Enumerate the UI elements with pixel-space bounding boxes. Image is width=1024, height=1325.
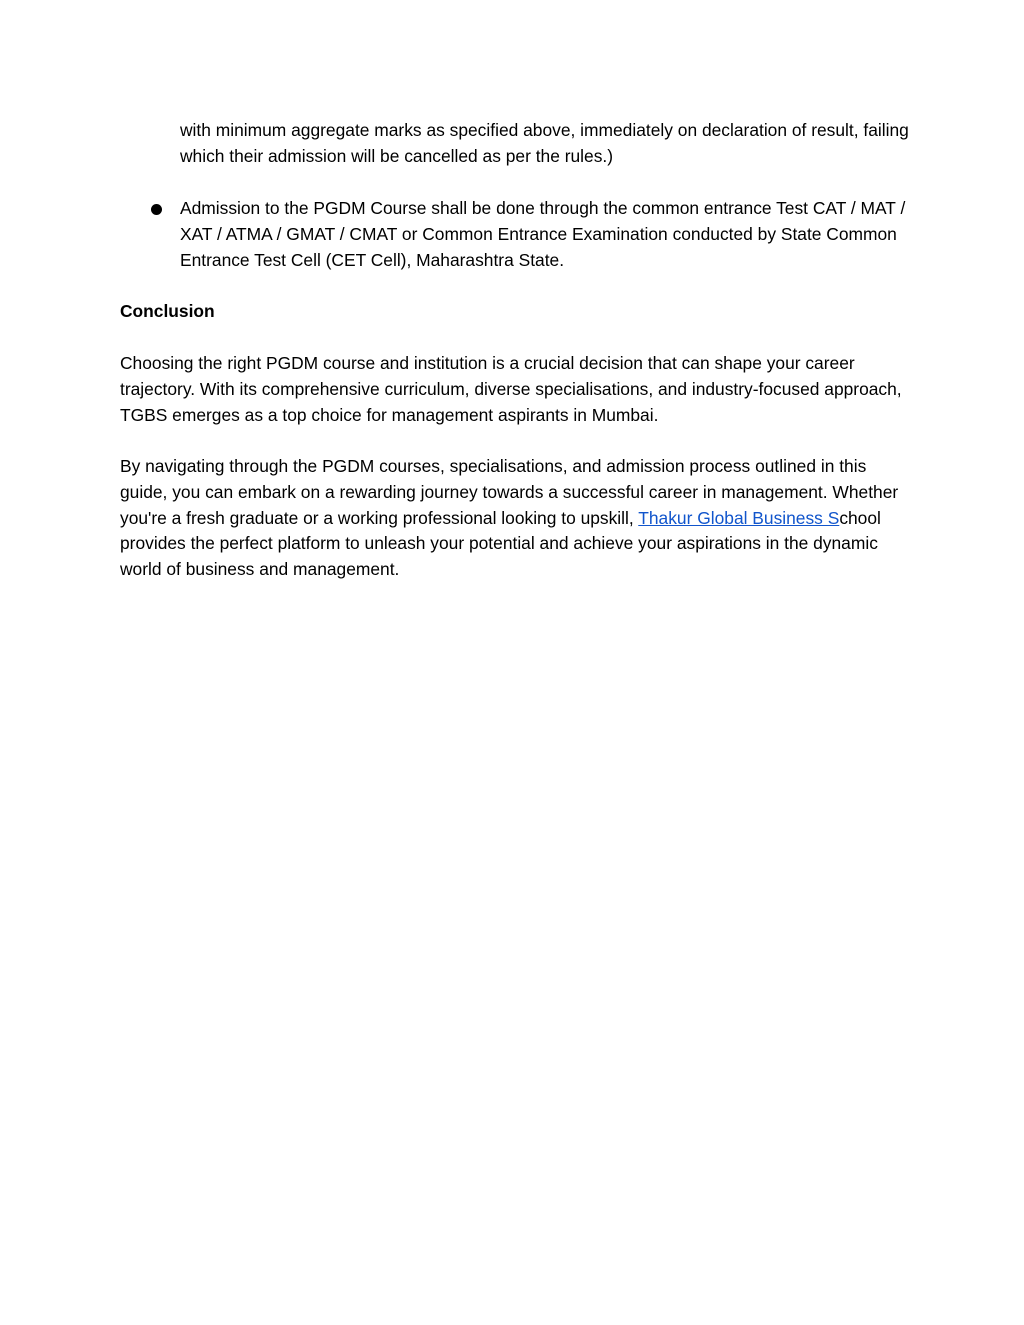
paragraph-2-text-after-link: chool provides the perfect platform to unleash your potential and achieve your aspirations in the dynamic world of business and management.: [120, 507, 881, 580]
paragraph-2-text-before-link: By navigating through the PGDM courses, specialisations, and admission process outlined in this guide, you can embark on a rewarding journey towards a successful career in management. Whether you're a fresh graduate or a working professional looking to upskill,: [120, 456, 899, 528]
list-item-text: Admission to the PGDM Course shall be done through the common entrance Test CAT / MAT / XAT / ATMA / GMAT / CMAT or Common Entrance Examination conducted by State Common Entrance Test Cell (CET Cell), Maharashtra State.: [180, 198, 906, 270]
bullet-icon: [151, 204, 162, 215]
conclusion-paragraph-2: [120, 454, 910, 583]
conclusion-heading: Conclusion: [120, 301, 215, 321]
conclusion-paragraph-1: Choosing the right PGDM course and institution is a crucial decision that can shape your career trajectory. With its comprehensive curriculum, diverse specialisations, and industry-focused approach, TGBS emerges as a top choice for management aspirants in Mumbai.: [120, 353, 902, 425]
thakur-global-business-school-link[interactable]: Thakur Global Business S: [638, 507, 840, 528]
continuation-text: with minimum aggregate marks as specified above, immediately on declaration of result, failing which their admission will be cancelled as per the rules.): [180, 120, 909, 166]
